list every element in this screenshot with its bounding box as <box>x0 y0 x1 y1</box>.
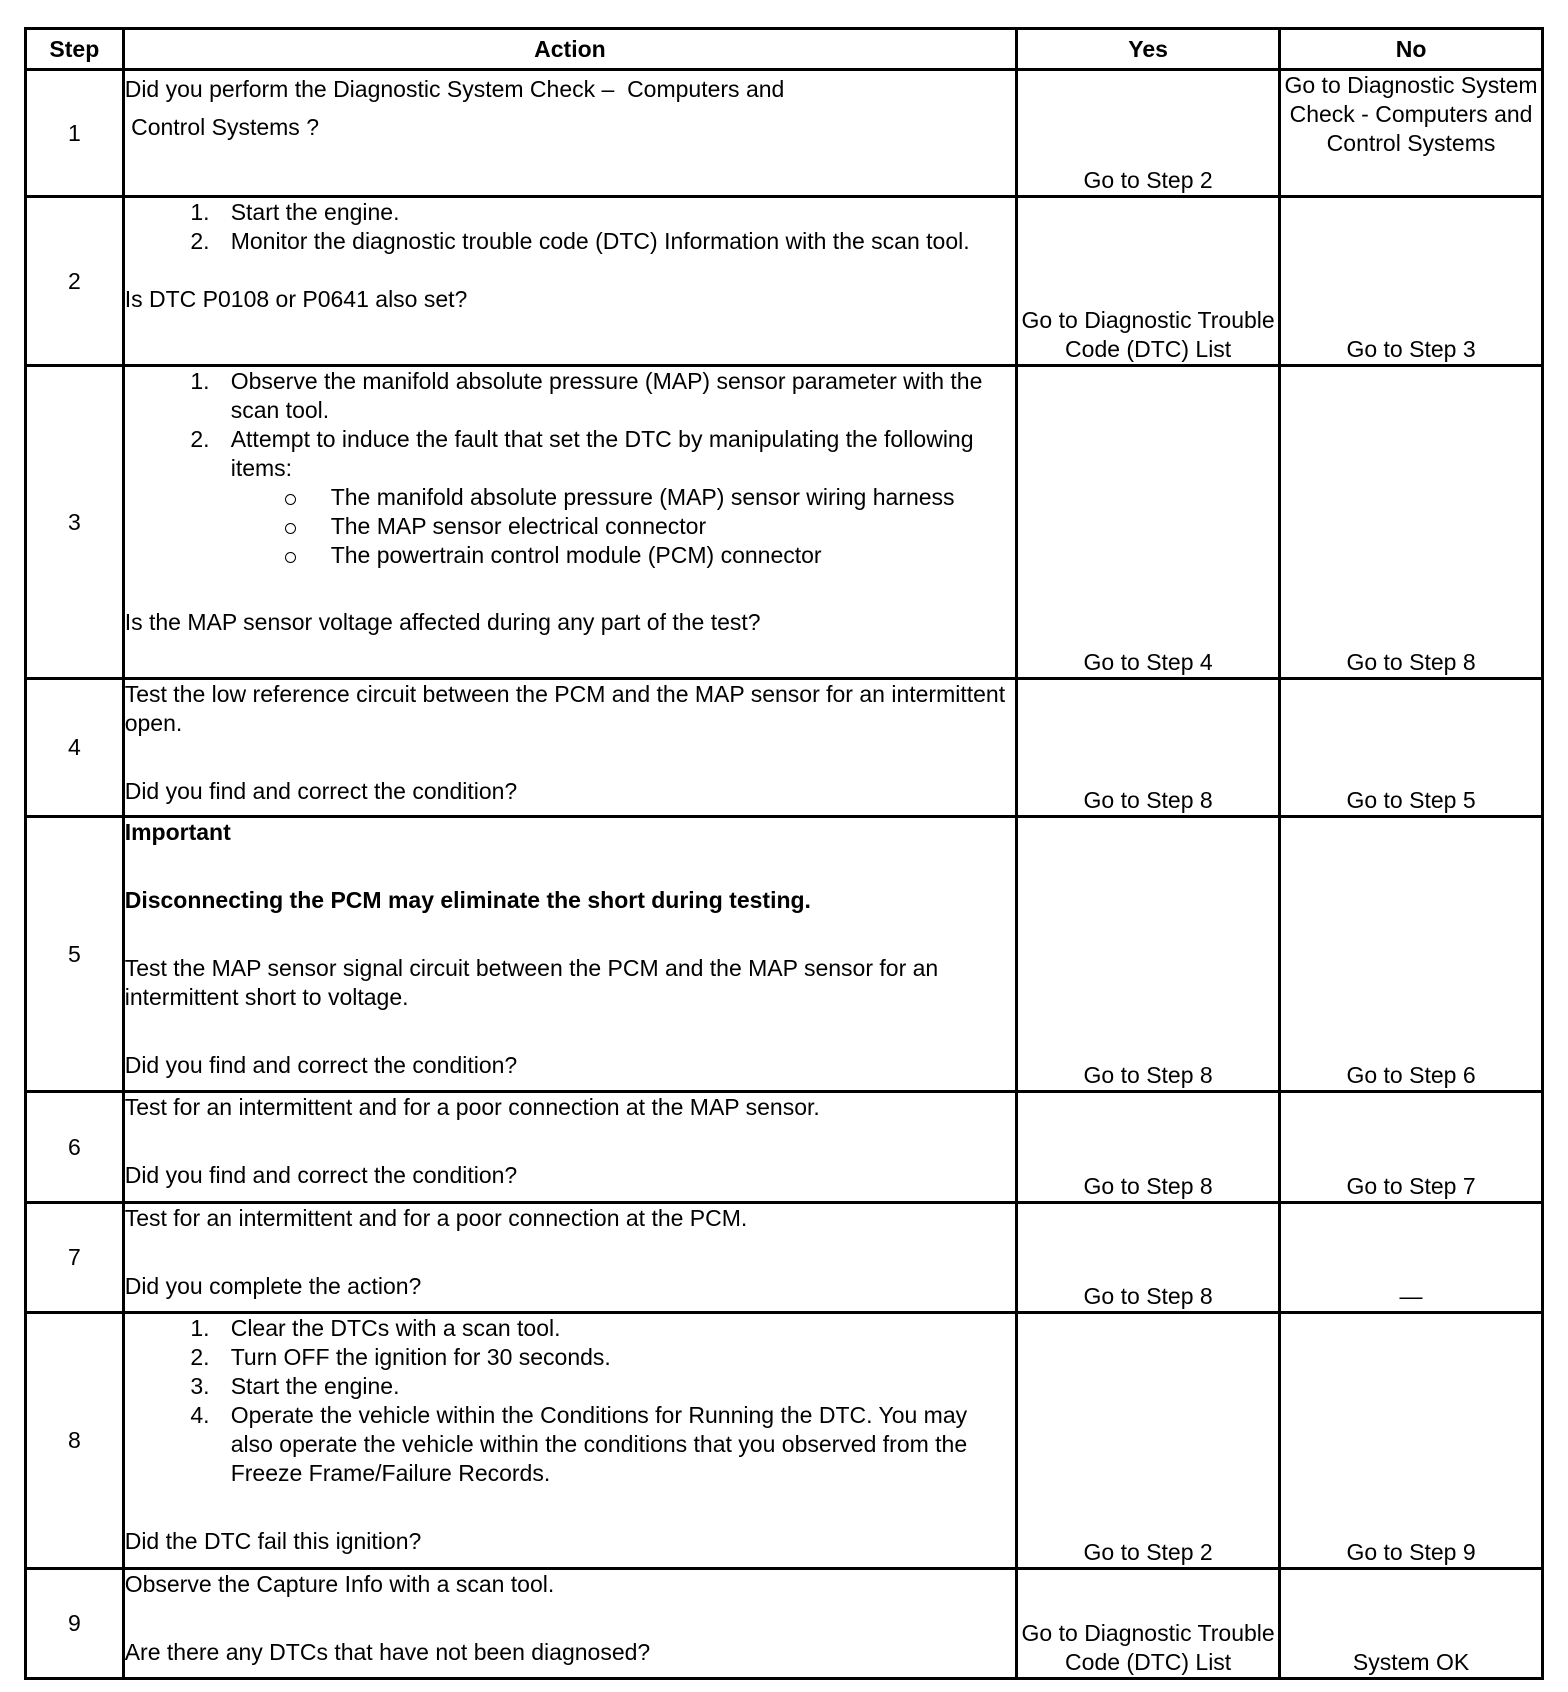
action-text: Test for an intermittent and for a poor connection at the MAP sensor. <box>124 1094 820 1120</box>
action-step-item: 2. Monitor the diagnostic trouble code (DTC) Information with the scan tool. <box>229 227 1015 256</box>
header-no: No <box>1280 29 1543 70</box>
action-question: Is DTC P0108 or P0641 also set? <box>124 286 468 312</box>
no-action: System OK <box>1280 1569 1543 1679</box>
action-text: Observe the Capture Info with a scan tool. <box>124 1571 555 1597</box>
spacer <box>125 1233 1015 1272</box>
no-action: Go to Diagnostic System Check - Computers and Control Systems <box>1280 70 1543 197</box>
header-row <box>26 29 1543 70</box>
step-number: 3 <box>26 366 124 679</box>
action-steps <box>125 1314 1015 1488</box>
action-step-item <box>229 425 1015 570</box>
action-step-item: 4. Operate the vehicle within the Conditions for Running the DTC. You may also operate the vehicle within the conditions that you observed from the Freeze Frame/Failure Records. <box>229 1401 1015 1488</box>
table-row <box>26 70 1543 197</box>
spacer <box>125 1012 1015 1051</box>
table-row <box>26 197 1543 366</box>
table-row <box>26 679 1543 817</box>
diagnostic-table <box>24 27 1544 1680</box>
no-action: Go to Step 5 <box>1280 679 1543 817</box>
action-text: Test the MAP sensor signal circuit between the PCM and the MAP sensor for an intermittent short to voltage. <box>124 955 939 1010</box>
action-cell <box>123 817 1016 1092</box>
step-number: 6 <box>26 1092 124 1203</box>
table-row <box>26 1313 1543 1569</box>
step-number: 9 <box>26 1569 124 1679</box>
action-steps <box>125 198 1015 256</box>
step-number: 5 <box>26 817 124 1092</box>
important-label: Important <box>124 819 231 845</box>
action-cell <box>123 1313 1016 1569</box>
action-cell <box>123 1092 1016 1203</box>
action-sub-item: The manifold absolute pressure (MAP) sensor wiring harness <box>331 483 1015 512</box>
action-question: Are there any DTCs that have not been diagnosed? <box>124 1639 651 1665</box>
no-action: Go to Step 7 <box>1280 1092 1543 1203</box>
spacer <box>125 570 1015 608</box>
action-question <box>125 71 1015 142</box>
yes-action: Go to Step 8 <box>1017 679 1280 817</box>
action-question: Did you find and correct the condition? <box>124 778 518 804</box>
spacer <box>125 847 1015 886</box>
no-action: Go to Step 9 <box>1280 1313 1543 1569</box>
spacer <box>125 1488 1015 1527</box>
action-question: Is the MAP sensor voltage affected during any part of the test? <box>124 609 761 635</box>
no-action: Go to Step 3 <box>1280 197 1543 366</box>
yes-action: Go to Diagnostic Trouble Code (DTC) List <box>1017 197 1280 366</box>
action-step-item: 1. Observe the manifold absolute pressure (MAP) sensor parameter with the scan tool. <box>229 367 1015 425</box>
action-step-text: Attempt to induce the fault that set the DTC by manipulating the following items: <box>230 426 974 481</box>
action-sub-item: The powertrain control module (PCM) connector <box>331 541 1015 570</box>
action-step-item: 2. Turn OFF the ignition for 30 seconds. <box>229 1343 1015 1372</box>
yes-action: Go to Step 8 <box>1017 817 1280 1092</box>
header-yes: Yes <box>1017 29 1280 70</box>
question-line: Control Systems ? <box>124 114 319 140</box>
action-question: Did you find and correct the condition? <box>124 1162 518 1188</box>
table-row <box>26 1203 1543 1313</box>
table-row <box>26 817 1543 1092</box>
spacer <box>125 256 1015 285</box>
action-text: Test for an intermittent and for a poor connection at the PCM. <box>124 1205 748 1231</box>
action-question: Did the DTC fail this ignition? <box>124 1528 422 1554</box>
action-sub-items <box>231 483 1015 570</box>
yes-action: Go to Step 2 <box>1017 70 1280 197</box>
action-cell <box>123 679 1016 817</box>
no-action: Go to Step 6 <box>1280 817 1543 1092</box>
step-number: 4 <box>26 679 124 817</box>
table-row <box>26 1569 1543 1679</box>
table-row <box>26 366 1543 679</box>
spacer <box>125 1599 1015 1638</box>
action-step-item: 3. Start the engine. <box>229 1372 1015 1401</box>
important-text: Disconnecting the PCM may eliminate the short during testing. <box>124 887 811 913</box>
spacer <box>125 738 1015 777</box>
yes-action: Go to Step 8 <box>1017 1092 1280 1203</box>
step-number: 1 <box>26 70 124 197</box>
yes-action: Go to Step 2 <box>1017 1313 1280 1569</box>
spacer <box>125 1122 1015 1161</box>
step-number: 8 <box>26 1313 124 1569</box>
action-cell <box>123 1569 1016 1679</box>
question-line: Did you perform the Diagnostic System Check – Computers and <box>124 76 785 102</box>
action-question: Did you complete the action? <box>124 1273 422 1299</box>
yes-action: Go to Step 4 <box>1017 366 1280 679</box>
action-cell <box>123 70 1016 197</box>
yes-action: Go to Diagnostic Trouble Code (DTC) List <box>1017 1569 1280 1679</box>
action-cell <box>123 366 1016 679</box>
yes-action: Go to Step 8 <box>1017 1203 1280 1313</box>
action-cell <box>123 197 1016 366</box>
action-steps <box>125 367 1015 570</box>
spacer <box>125 915 1015 954</box>
header-action: Action <box>123 29 1016 70</box>
action-step-item: 1. Clear the DTCs with a scan tool. <box>229 1314 1015 1343</box>
step-number: 2 <box>26 197 124 366</box>
step-number: 7 <box>26 1203 124 1313</box>
no-action: — <box>1280 1203 1543 1313</box>
table-row <box>26 1092 1543 1203</box>
no-action: Go to Step 8 <box>1280 366 1543 679</box>
header-step: Step <box>26 29 124 70</box>
action-text: Test the low reference circuit between the PCM and the MAP sensor for an intermittent open. <box>124 681 1006 736</box>
action-step-item: 1. Start the engine. <box>229 198 1015 227</box>
action-sub-item: The MAP sensor electrical connector <box>331 512 1015 541</box>
action-cell <box>123 1203 1016 1313</box>
action-question: Did you find and correct the condition? <box>124 1052 518 1078</box>
